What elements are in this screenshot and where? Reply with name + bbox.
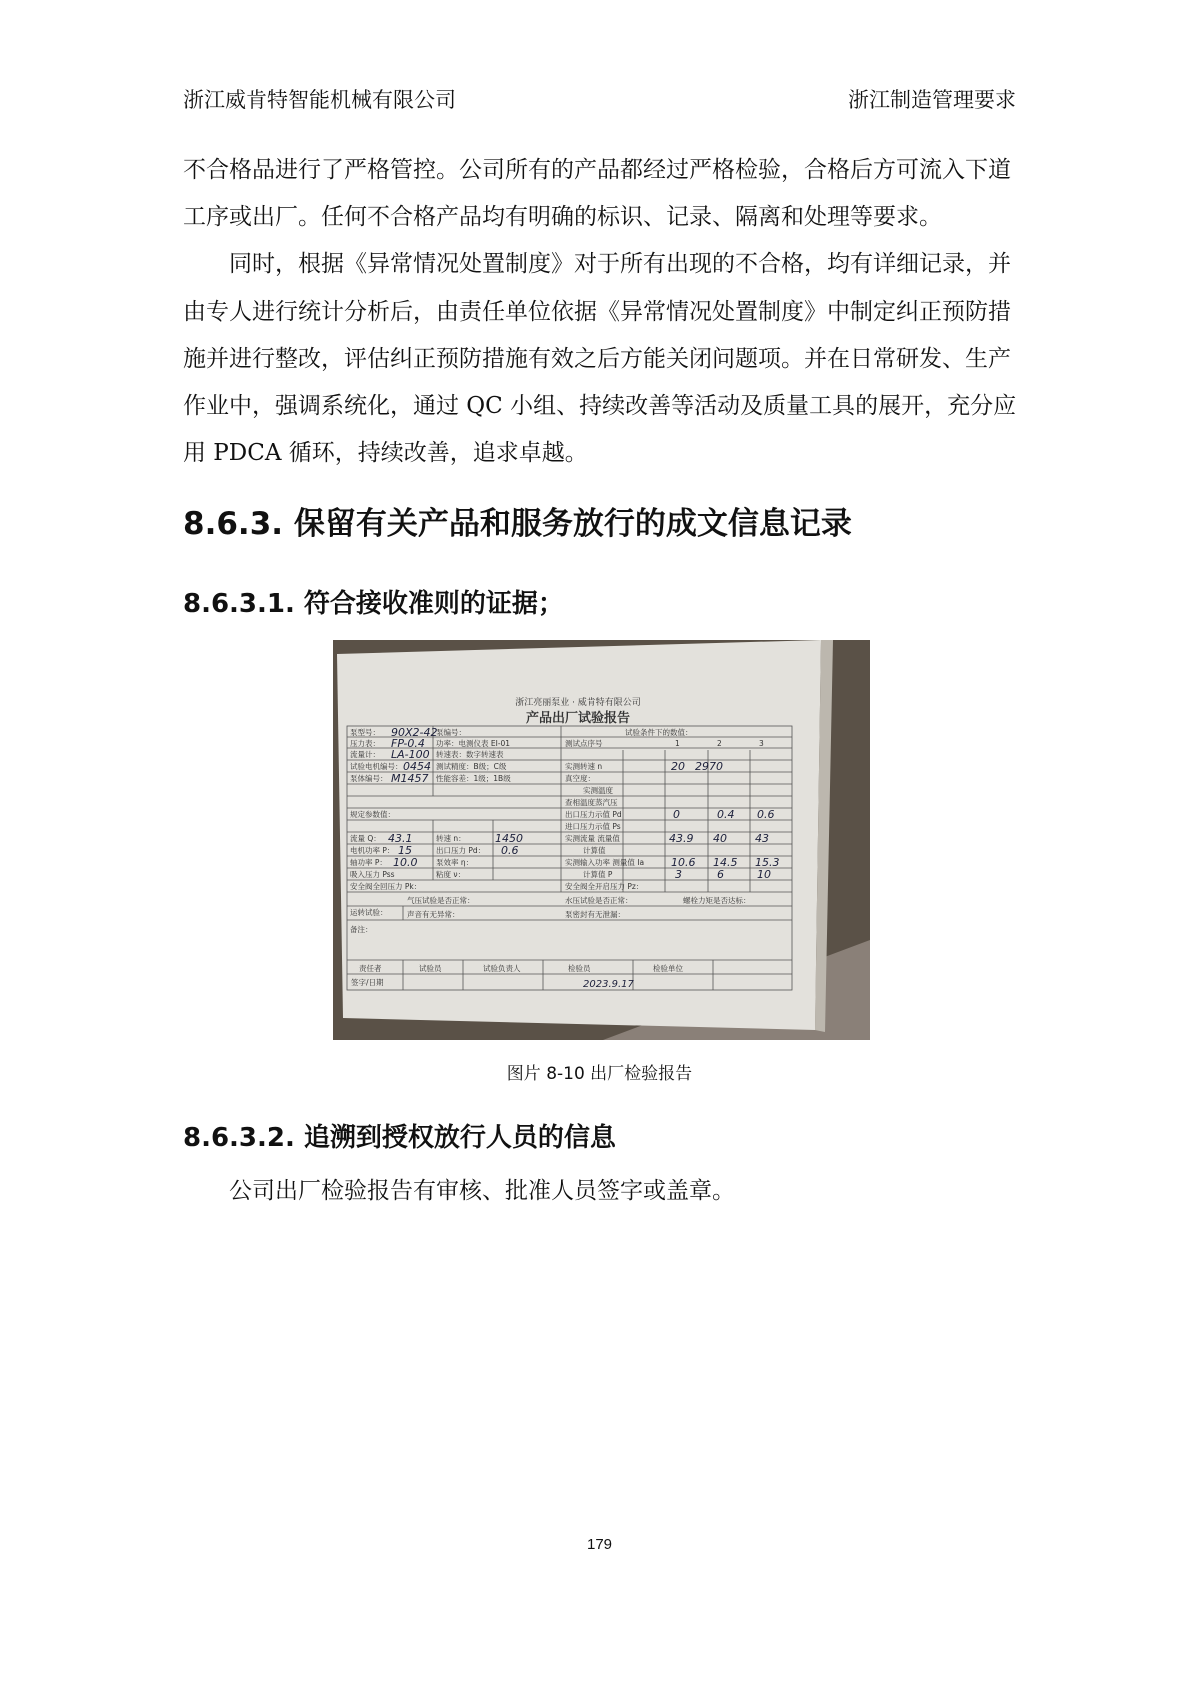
hw-calc-3: 10: [757, 868, 771, 881]
hw-flow-2: 40: [713, 832, 727, 845]
test-point-3: 3: [759, 739, 764, 748]
label-safety-valve: 安全阀全回压力 Pk：: [350, 882, 422, 891]
label-accuracy: 测试精度：B级；C级: [436, 762, 507, 771]
label-tester: 试验员: [419, 964, 442, 973]
header-doc-title: 浙江制造管理要求: [848, 88, 1016, 112]
hw-calc-1: 3: [675, 868, 682, 881]
label-motor-power: 电机功率 P：: [350, 846, 395, 855]
label-inspection-unit: 检验单位: [653, 964, 683, 973]
report-photo-image: [333, 640, 870, 1040]
hw-power-1: 10.6: [671, 856, 696, 869]
report-title: 产品出厂试验报告: [525, 711, 631, 726]
body-paragraphs: [183, 147, 1033, 477]
header-company: 浙江威肯特智能机械有限公司: [183, 88, 456, 112]
label-measured-speed: 实测转速 n: [565, 762, 603, 771]
hw-temp: 20: [671, 760, 685, 773]
label-viscosity: 粘度 ν：: [436, 870, 466, 879]
hw-pump-body: M1457: [391, 772, 429, 785]
label-speed-meter: 转速表：数字转速表: [436, 750, 504, 759]
label-design-params: 规定参数值：: [350, 810, 395, 819]
label-pump-body: 泵体编号：: [350, 774, 388, 783]
hw-outlet-pressure: 0.6: [501, 844, 519, 857]
label-bolt: 螺栓力矩是否达标：: [683, 896, 751, 905]
section-heading-8-6-3-1: 8.6.3.1. 符合接收准则的证据；: [183, 589, 564, 619]
label-test-point: 测试点序号: [565, 739, 603, 748]
hw-pump-model: 90X2-42: [391, 726, 438, 739]
hw-flow-1: 43.9: [669, 832, 694, 845]
label-temp: 实测温度: [583, 786, 613, 795]
label-flow: 流量 Q：: [350, 834, 381, 843]
hw-calc-2: 6: [717, 868, 724, 881]
label-remarks: 备注：: [350, 925, 373, 934]
label-shaft-power: 轴功率 P：: [350, 858, 387, 867]
label-efficiency: 泵效率 η：: [436, 858, 474, 867]
inspection-report-photo: [333, 640, 870, 1040]
label-pump-no: 泵编号：: [436, 728, 466, 737]
hw-flow-meter: LA-100: [391, 748, 430, 761]
hw-flow-3: 43: [755, 832, 769, 845]
hw-pressure-gauge: FP-0.4: [391, 737, 425, 750]
label-suction: 吸入压力 Pss: [350, 870, 395, 879]
label-actual-flow: 实测流量 流量值: [565, 834, 620, 843]
hw-flow: 43.1: [388, 832, 413, 845]
hw-signature-date: 2023.9.17: [583, 979, 634, 990]
report-company: 浙江亮丽泵业 · 威肯特有限公司: [515, 698, 641, 708]
label-noise: 声音有无异常：: [407, 910, 460, 919]
page-number: 179: [586, 1536, 613, 1553]
label-calc: 计算值: [583, 846, 606, 855]
label-motor-no: 试验电机编号：: [350, 762, 403, 771]
label-test-conditions: 试验条件下的数值：: [625, 728, 693, 737]
hw-power-2: 14.5: [713, 856, 738, 869]
hw-motor-power: 15: [398, 844, 412, 857]
section-heading-8-6-3: 8.6.3. 保留有关产品和服务放行的成文信息记录: [183, 506, 852, 542]
hw-power-3: 15.3: [755, 856, 780, 869]
label-pressure-gauge: 压力表：: [350, 739, 380, 748]
hw-motor-no: 0454: [403, 760, 431, 773]
paragraph-1: 不合格品进行了严格管控。公司所有的产品都经过严格检验，合格后方可流入下道工序或出厂。任何不合格产品均有明确的标识、记录、隔离和处理等要求。: [183, 157, 1011, 231]
figure-caption: 图片 8-10 出厂检验报告: [506, 1064, 693, 1084]
hw-speed-measured: 2970: [695, 760, 723, 773]
label-tolerance: 性能容差：1级；1B级: [436, 774, 511, 783]
label-power-meter: 功率：电测仪表 EI-01: [436, 739, 511, 748]
test-point-2: 2: [717, 739, 722, 748]
label-signature: 签字/日期: [351, 978, 384, 987]
test-point-1: 1: [675, 739, 680, 748]
label-pump-model: 泵型号：: [350, 728, 380, 737]
page-header: [183, 84, 1016, 114]
label-seal: 泵密封有无泄漏：: [565, 910, 625, 919]
label-safety-open: 安全阀全开启压力 Pz：: [565, 882, 644, 891]
label-speed: 转速 n：: [436, 834, 466, 843]
label-flow-meter: 流量计：: [350, 750, 380, 759]
label-test-lead: 试验负责人: [483, 964, 521, 973]
label-water-pressure: 水压试验是否正常：: [565, 896, 633, 905]
hw-out-2: 0.4: [717, 808, 735, 821]
hw-out-1: 0: [673, 808, 680, 821]
label-responsible: 责任者: [359, 964, 382, 973]
hw-speed: 1450: [495, 832, 523, 845]
section-heading-8-6-3-2: 8.6.3.2. 追溯到授权放行人员的信息: [183, 1123, 616, 1153]
paragraph-2: 同时，根据《异常情况处置制度》对于所有出现的不合格，均有详细记录，并由专人进行统计分析后，由责任单位依据《异常情况处置制度》中制定纠正预防措施并进行整改，评估纠正预防措施有效之后方能关闭问题项。并在日常研发、生产作业中，强调系统化，通过 QC 小组、持续改善等活动及质量工具的展开，充分应用 PDCA 循环，持续改善，追求卓越。: [183, 251, 1017, 467]
label-outlet: 出口压力示值 Pd: [565, 810, 622, 819]
label-vacuum: 真空度：: [565, 774, 595, 783]
label-air-pressure: 气压试验是否正常：: [407, 896, 475, 905]
label-outlet-pressure: 出口压力 Pd：: [436, 846, 486, 855]
label-inlet: 进口压力示值 Ps: [565, 822, 621, 831]
label-running-test: 运转试验：: [350, 908, 388, 917]
label-measured-power: 实测输入功率 测量值 Ia: [565, 858, 645, 867]
closing-paragraph: 公司出厂检验报告有审核、批准人员签字或盖章。: [229, 1178, 735, 1204]
label-sat-pressure: 查相温度蒸汽压: [565, 798, 618, 807]
label-calc-p: 计算值 P: [583, 870, 613, 879]
label-inspector: 检验员: [568, 964, 591, 973]
hw-shaft-power: 10.0: [393, 856, 418, 869]
hw-out-3: 0.6: [757, 808, 775, 821]
